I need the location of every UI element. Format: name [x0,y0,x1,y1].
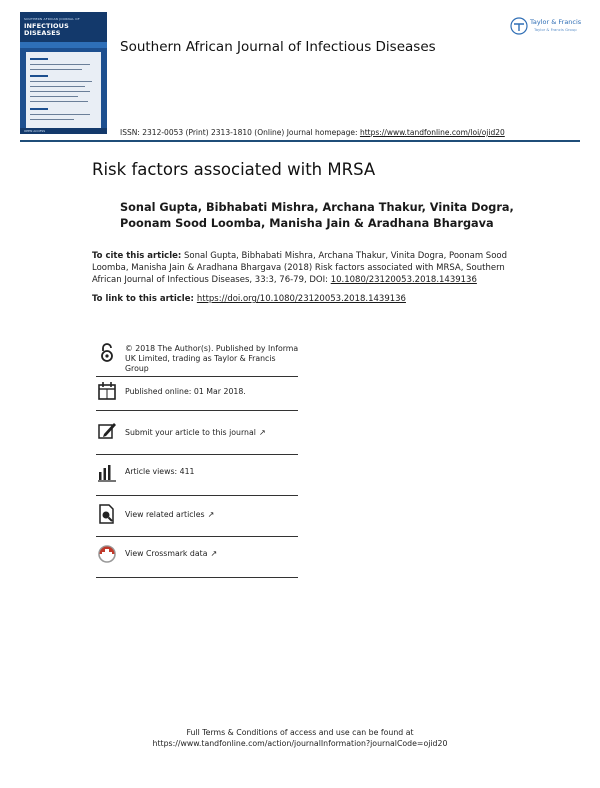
header-rule [20,140,580,142]
submit-article-link[interactable] [125,428,300,438]
bar-chart-icon [96,462,118,484]
open-access-lock-icon [96,342,118,364]
divider [96,410,298,411]
journal-cover-thumbnail: SOUTHERN AFRICAN JOURNAL OF INFECTIOUS DISEASES OPEN ACCESS [20,12,107,134]
divider [96,536,298,537]
related-articles-link[interactable] [125,510,300,520]
taylor-francis-logo-icon [510,17,528,35]
submit-article-text: Submit your article to this journal [125,428,256,437]
divider [96,577,298,578]
crossmark-text: View Crossmark data [125,549,208,558]
citation-doi-link[interactable]: 10.1080/23120053.2018.1439136 [330,275,477,285]
document-search-icon [96,503,118,525]
journal-homepage-link[interactable]: https://www.tandfonline.com/loi/ojid20 [359,128,505,137]
divider [96,454,298,455]
cover-series-label: SOUTHERN AFRICAN JOURNAL OF [24,17,80,21]
related-articles-text: View related articles [125,510,205,519]
cover-title: INFECTIOUS DISEASES [24,22,69,37]
publisher-group-text: Taylor & Francis Group [534,27,577,32]
external-link-icon: ↗ [210,549,218,558]
article-link-row [92,294,406,304]
external-link-icon: ↗ [207,510,215,519]
footer-terms-text: Full Terms & Conditions of access and use can be found at [186,728,414,737]
publisher-logo[interactable] [510,16,586,36]
citation-block [92,250,512,286]
published-date-text: Published online: 01 Mar 2018. [125,387,246,396]
crossmark-link[interactable] [125,549,300,559]
citation-text: Sonal Gupta, Bibhabati Mishra, Archana Thakur, Vinita Dogra, Poonam Sood Loomba, Manisha Jain & Aradhana Bhargava (2018) Risk factors associated with MRSA, Southern African Journal of Infectious Diseases, 33:3, 76-79, DOI: [92,251,508,285]
citation-label: To cite this article: [92,251,182,261]
article-doi-url[interactable]: https://doi.org/10.1080/23120053.2018.1439136 [196,294,406,304]
calendar-icon [96,380,118,402]
pencil-edit-icon [96,420,118,442]
external-link-icon: ↗ [258,428,266,437]
divider [96,495,298,496]
issn-line [120,128,505,137]
article-link-label: To link to this article: [92,294,197,304]
article-authors: Sonal Gupta, Bibhabati Mishra, Archana Thakur, Vinita Dogra, Poonam Sood Loomba, Manisha Jain & Aradhana Bhargava [120,201,514,230]
journal-title: Southern African Journal of Infectious Diseases [120,39,436,55]
issn-text: ISSN: 2312-0053 (Print) 2313-1810 (Online) Journal homepage: [120,128,360,137]
license-text: © 2018 The Author(s). Published by Informa UK Limited, trading as Taylor & Francis Group [125,344,299,373]
publisher-logo-text: Taylor & Francis [530,18,582,26]
crossmark-icon [96,543,118,565]
divider [96,376,298,377]
article-views-text: Article views: 411 [125,467,195,476]
footer-terms-url[interactable]: https://www.tandfonline.com/action/journalInformation?journalCode=ojid20 [152,739,448,748]
article-title: Risk factors associated with MRSA [92,160,376,179]
